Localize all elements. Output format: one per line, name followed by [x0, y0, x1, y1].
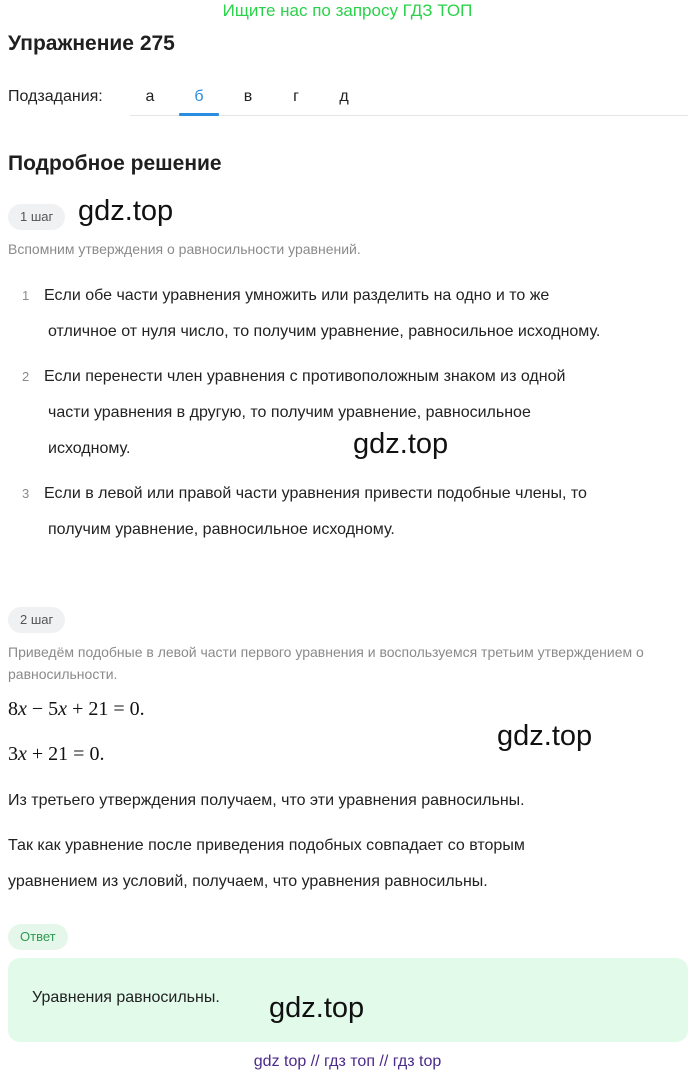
- active-tab-indicator: [179, 113, 219, 116]
- rule-1-line-2: отличное от нуля число, то получим уравнение, равносильное исходному.: [48, 323, 601, 340]
- conclusion-1: Из третьего утверждения получаем, что эти уравнения равносильны.: [8, 792, 525, 809]
- step-2-badge: 2 шаг: [8, 607, 65, 633]
- equation-2: 3x + 21 = 0.: [8, 743, 105, 765]
- tab-g[interactable]: г: [293, 88, 299, 105]
- rule-2-line-2: части уравнения в другую, то получим уравнение, равносильное: [48, 404, 531, 421]
- rule-1: [22, 278, 687, 350]
- answer-text: Уравнения равносильны.: [32, 989, 220, 1006]
- rule-3-number: 3: [22, 486, 30, 501]
- rule-2-line-3: исходному.: [48, 440, 131, 457]
- watermark: gdz.top: [78, 195, 174, 227]
- rule-1-line-1: Если обе части уравнения умножить или разделить на одно и то же: [44, 287, 550, 304]
- rule-2-number: 2: [22, 369, 30, 384]
- conclusion-2-line-1: Так как уравнение после приведения подобных совпадает со вторым: [8, 837, 525, 854]
- tab-a[interactable]: а: [145, 88, 155, 105]
- rule-3-line-2: получим уравнение, равносильное исходному.: [48, 521, 395, 538]
- answer-badge: Ответ: [8, 924, 68, 950]
- footer-links[interactable]: gdz top // гдз топ // гдз top: [253, 1053, 442, 1070]
- tab-v[interactable]: в: [243, 88, 253, 105]
- step-2-hint: Приведём подобные в левой части первого уравнения и воспользуемся третьим утверждением о равносильности.: [8, 644, 644, 682]
- rule-3-line-1: Если в левой или правой части уравнения привести подобные члены, то: [44, 485, 587, 502]
- page-title: Упражнение 275: [8, 32, 175, 55]
- step-1-hint: Вспомним утверждения о равносильности уравнений.: [8, 241, 361, 257]
- equation-1: 8x − 5x + 21 = 0.: [8, 698, 145, 720]
- tab-d[interactable]: д: [339, 88, 349, 105]
- subtasks-nav: [8, 84, 688, 116]
- tab-b[interactable]: б: [194, 88, 204, 105]
- promo-banner: Ищите нас по запросу ГДЗ ТОП: [222, 1, 473, 20]
- watermark: gdz.top: [353, 428, 449, 460]
- rule-2-line-1: Если перенести член уравнения с противоположным знаком из одной: [44, 368, 566, 385]
- conclusion-2-line-2: уравнением из условий, получаем, что уравнения равносильны.: [8, 873, 488, 890]
- watermark: gdz.top: [269, 992, 365, 1024]
- solution-heading: Подробное решение: [8, 152, 222, 175]
- watermark: gdz.top: [497, 720, 593, 752]
- rule-1-number: 1: [22, 288, 30, 303]
- step-1-badge: 1 шаг: [8, 204, 65, 230]
- subtasks-label: Подзадания:: [8, 88, 103, 105]
- rule-3: [22, 476, 687, 548]
